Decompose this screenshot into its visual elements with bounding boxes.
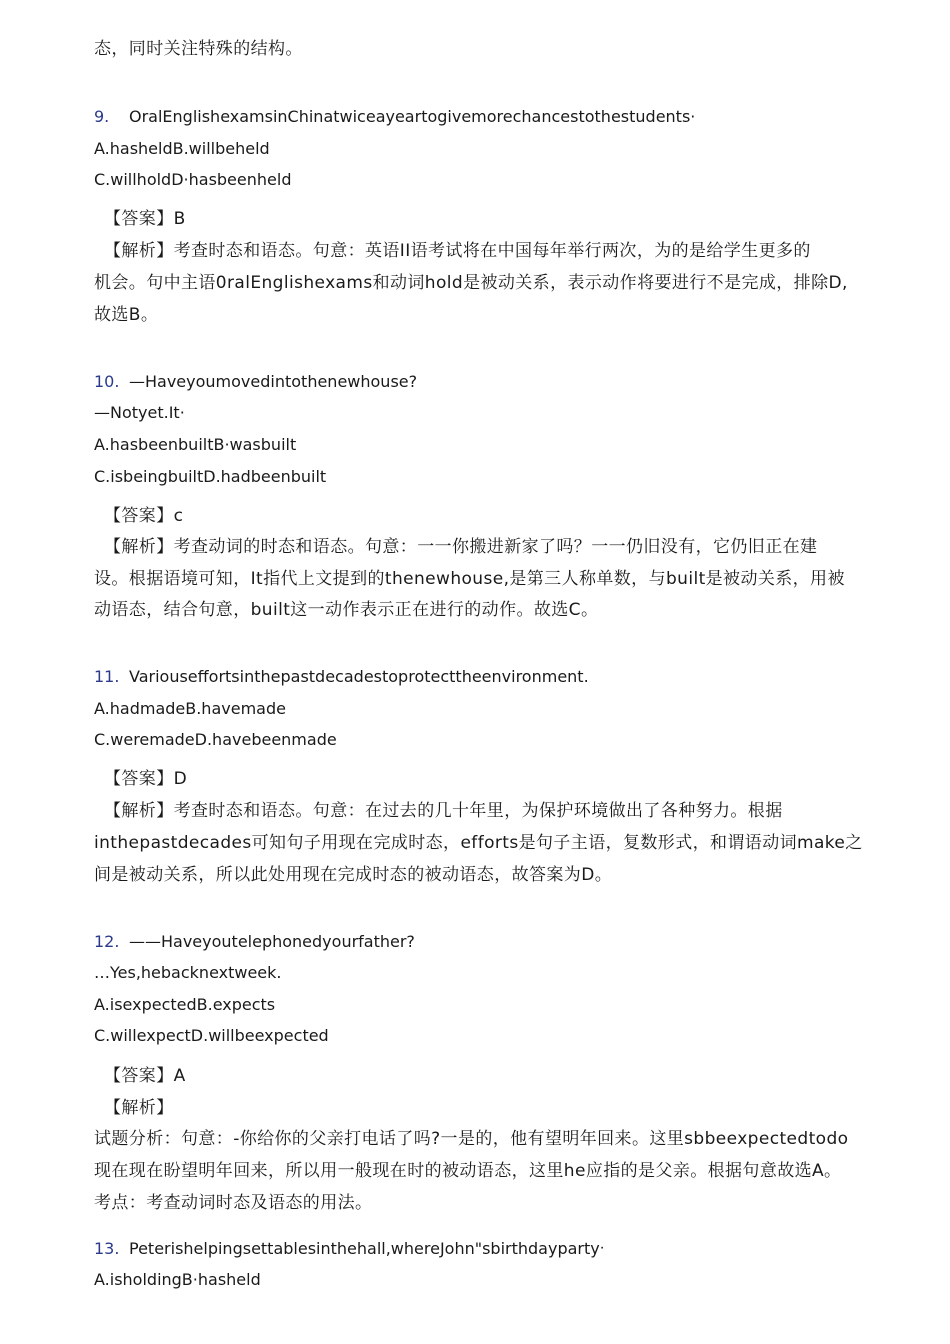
question-10-option-cd: C.isbeingbuiltD.hadbeenbuilt [94,467,327,486]
document-page [94,0,874,1344]
question-11-analysis-line-2: inthepastdecades可知句子用现在完成时态，efforts是句子主语，复数形式，和谓语动词make之 [94,833,863,853]
question-13-option-ab: A.isholdingB·hasheld [94,1270,261,1289]
question-11-stem [94,666,589,688]
question-text: —Haveyoumovedintothenewhouse? [129,372,418,391]
question-number: 9. [94,107,110,126]
question-12-stem [94,931,415,953]
question-10-reply: —Notyet.It· [94,403,185,422]
question-12-reply: …Yes,hebacknextweek. [94,963,282,982]
question-9-stem [94,106,695,128]
question-number: 13. [94,1239,120,1258]
question-10-option-ab: A.hasbeenbuiltB·wasbuilt [94,435,297,454]
question-10-analysis-line-2: 设。根据语境可知，It指代上文提到的thenewhouse,是第三人称单数，与built是被动关系，用被 [94,569,845,589]
question-9-analysis-line-2: 机会。句中主语0ralEnglishexams和动词hold是被动关系，表示动作将要进行不是完成，排除D, [94,273,848,293]
question-12-analysis-line-2: 现在现在盼望明年回来，所以用一般现在时的被动语态，这里he应指的是父亲。根据句意故选A。 [94,1161,842,1181]
question-9-analysis-line-1: 【解析】考查时态和语态。句意：英语II语考试将在中国每年举行两次，为的是给学生更多的 [104,241,811,261]
question-9-analysis-line-3: 故选B。 [94,305,159,325]
question-number: 10. [94,372,120,391]
question-9-option-ab: A.hasheldB.willbeheld [94,139,270,158]
question-text: OralEnglishexamsinChinatwiceayeartogivemorechancestothestudents· [129,107,696,126]
question-11-answer: 【答案】D [104,769,188,789]
question-text: ——Haveyoutelephonedyourfather? [129,932,415,951]
question-12-option-ab: A.isexpectedB.expects [94,995,276,1014]
question-11-analysis-line-1: 【解析】考查时态和语态。句意：在过去的几十年里，为保护环境做出了各种努力。根据 [104,801,783,821]
question-number: 12. [94,932,120,951]
question-number: 11. [94,667,120,686]
question-11-analysis-line-3: 间是被动关系，所以此处用现在完成时态的被动语态，故答案为D。 [94,865,613,885]
question-9-option-cd: C.willholdD·hasbeenheld [94,170,292,189]
question-text: Peterishelpingsettablesinthehall,whereJohn"sbirthdaypartyᐧ [129,1239,604,1258]
question-12-analysis-head: 【解析】 [104,1098,174,1118]
question-10-stem [94,371,417,393]
question-10-analysis-line-1: 【解析】考查动词的时态和语态。句意：一一你搬进新家了吗？一一仍旧没有，它仍旧正在建 [104,537,818,557]
top-line: 态，同时关注特殊的结构。 [94,39,303,59]
question-11-option-cd: C.weremadeD.havebeenmade [94,730,337,749]
question-12-option-cd: C.willexpectD.willbeexpected [94,1026,329,1045]
question-9-answer: 【答案】B [104,209,186,229]
question-11-option-ab: A.hadmadeB.havemade [94,699,286,718]
question-12-analysis-line-1: 试题分析：句意：-你给你的父亲打电话了吗?一是的，他有望明年回来。这里sbbeexpectedtodo [94,1129,849,1149]
question-10-answer: 【答案】c [104,506,184,526]
question-13-stem [94,1238,604,1260]
question-12-analysis-line-3: 考点：考查动词时态及语态的用法。 [94,1193,373,1213]
question-12-answer: 【答案】A [104,1066,186,1086]
question-10-analysis-line-3: 动语态，结合句意，built这一动作表示正在进行的动作。故选C。 [94,600,599,620]
question-text: Variouseffortsinthepastdecadestoprotecttheenvironment. [129,667,589,686]
